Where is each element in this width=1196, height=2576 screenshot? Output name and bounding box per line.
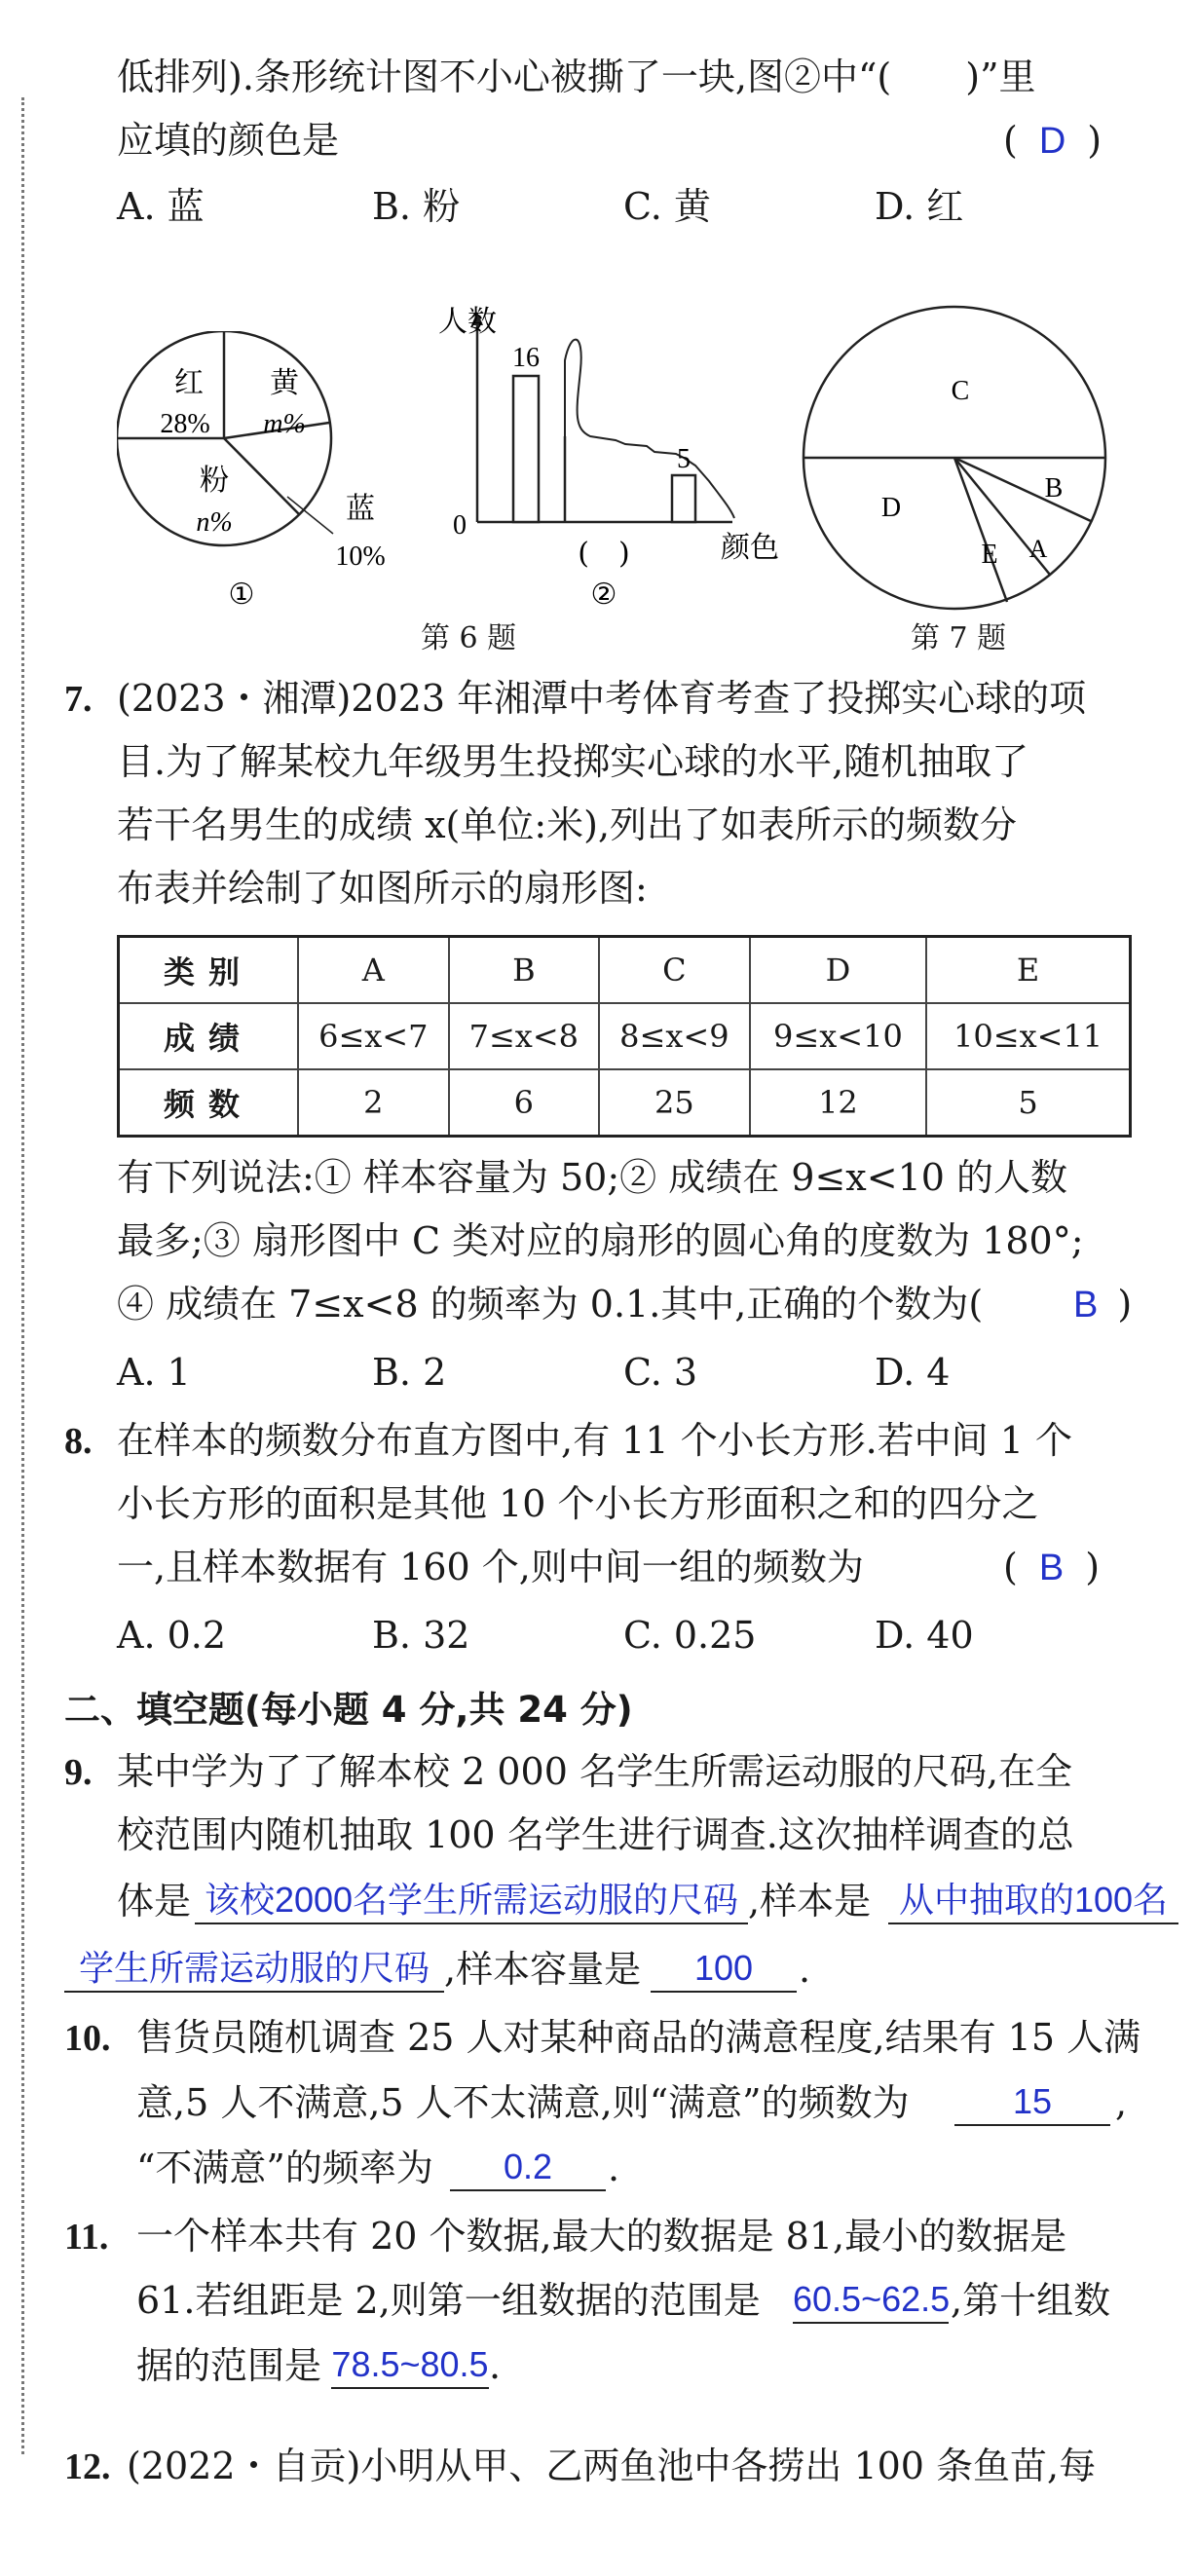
margin-dotted-line [21,97,24,2454]
q7-option-c: C. 3 [623,1351,698,1394]
torn-edge [565,340,734,522]
q10-comma: , [1115,2081,1128,2124]
q10-end: . [608,2147,620,2189]
q8-answer: B [1038,1548,1065,1588]
q6-answer: D [1038,121,1066,162]
q8-line1: 在样本的频数分布直方图中,有 11 个小长方形.若中间 1 个 [117,1419,1073,1462]
bar-1 [513,376,539,522]
q7-answer: B [1073,1285,1099,1325]
pie-blue-name: 蓝 [346,492,375,526]
q7-line1: (2023・湘潭)2023 年湘潭中考体育考查了投掷实心球的项 [117,677,1087,720]
q10-line3: “不满意”的频率为 [136,2147,433,2189]
bar-x-label: 颜色 [721,531,779,565]
q7-sector-e: E [981,540,998,570]
pie-pink-name: 粉 [200,464,229,498]
q7-option-a: A. 1 [117,1351,191,1394]
q7-answer-paren: B ) [1073,1283,1133,1325]
q7-after-line3: ④ 成绩在 7≤x<8 的频率为 0.1.其中,正确的个数为( [117,1283,984,1325]
pie-red-name: 红 [174,366,204,400]
bar-figure-label: ② [590,578,617,612]
q7-number: 7. [64,679,93,720]
q7-option-d: D. 4 [875,1351,951,1394]
table-cell: 成绩 [119,1003,299,1069]
bar-1-value: 16 [512,343,540,373]
table-row-score [119,1003,1131,1069]
pie-divider-bottom [224,438,299,514]
pie-blue-pct: 10% [335,541,386,572]
q7-sector-d: D [880,493,902,523]
q7-after-line2: 最多;③ 扇形图中 C 类对应的扇形的圆心角的度数为 180°; [117,1219,1084,1262]
table-cell: A [298,937,449,1004]
q10-line1: 售货员随机调查 25 人对某种商品的满意程度,结果有 15 人满 [136,2016,1141,2059]
q7-sector-a: A [1028,535,1048,563]
q6-line1: 低排列).条形统计图不小心被撕了一块,图②中“( )”里 [117,56,1036,98]
q6-option-c: C. 黄 [623,185,711,228]
q11-blank-1: 60.5~62.5 [793,2277,949,2324]
q12-number: 12. [64,2446,111,2487]
q8-option-a: A. 0.2 [117,1614,227,1657]
table-cell: 10≤x<11 [926,1003,1130,1069]
q10-line2: 意,5 人不满意,5 人不太满意,则“满意”的频数为 [136,2081,910,2124]
pie-figure-label: ① [228,578,255,612]
q6-answer-paren: ( D ) [1003,119,1103,162]
q7-sector-c: C [951,376,970,406]
q9-blank-1: 该校2000名学生所需运动服的尺码 [195,1878,748,1924]
pie-pink-pct: n% [196,507,233,538]
q7-line3: 若干名男生的成绩 x(单位:米),列出了如表所示的频数分 [117,803,1018,846]
q6-caption: 第 6 题 [421,621,517,655]
table-cell: 25 [599,1069,750,1137]
table-cell: D [750,937,927,1004]
q9-end: . [799,1948,811,1991]
q8-line3: 一,且样本数据有 160 个,则中间一组的频数为 [117,1546,864,1588]
q7-line2: 目.为了解某校九年级男生投掷实心球的水平,随机抽取了 [117,740,1029,783]
q9-number: 9. [64,1752,93,1793]
q6-option-a: A. 蓝 [117,185,205,228]
q9-blank-2b: 学生所需运动服的尺码 [64,1946,444,1993]
q6-pie-chart [117,331,409,623]
q6-option-b: B. 粉 [372,185,461,228]
bar-3-value: 5 [677,444,691,474]
table-cell: 12 [750,1069,927,1137]
table-cell: 7≤x<8 [449,1003,600,1069]
q11-mid: ,第十组数 [951,2279,1111,2322]
q7-sector-b: B [1044,473,1064,504]
q8-option-b: B. 32 [372,1614,470,1657]
q8-number: 8. [64,1421,93,1462]
q9-body-prefix: 体是 [117,1880,192,1923]
q7-pie-chart [799,302,1110,614]
table-row-category [119,937,1131,1004]
q7-frequency-table [117,935,1132,1138]
table-cell: 8≤x<9 [599,1003,750,1069]
table-cell: 2 [298,1069,449,1137]
q11-line1: 一个样本共有 20 个数据,最大的数据是 81,最小的数据是 [136,2215,1067,2258]
pie-yellow-pct: m% [263,409,306,439]
q9-line2: 校范围内随机抽取 100 名学生进行调查.这次抽样调查的总 [117,1813,1074,1856]
q11-line3: 据的范围是 [136,2344,322,2387]
pie-yellow-name: 黄 [270,366,299,400]
q10-blank-2: 0.2 [450,2145,606,2191]
q9-line1: 某中学为了了解本校 2 000 名学生所需运动服的尺码,在全 [117,1750,1073,1793]
bar-origin: 0 [453,510,467,541]
table-cell: 频数 [119,1069,299,1137]
q8-option-c: C. 0.25 [623,1614,757,1657]
table-cell: 9≤x<10 [750,1003,927,1069]
q9-size-prefix: ,样本容量是 [444,1948,642,1991]
table-cell: 6≤x<7 [298,1003,449,1069]
q11-blank-2: 78.5~80.5 [331,2342,489,2389]
table-cell: C [599,937,750,1004]
q9-sample-prefix: ,样本是 [748,1880,872,1923]
bar-missing-color: ( ) [578,537,630,571]
q10-number: 10. [64,2018,111,2059]
q9-blank-3: 100 [651,1946,797,1993]
q6-bar-chart [399,292,808,623]
section-title: 二、填空题(每小题 4 分,共 24 分) [64,1689,633,1731]
table-cell: B [449,937,600,1004]
q11-number: 11. [64,2217,109,2258]
bar-y-label: 人数 [438,305,497,339]
q7-caption: 第 7 题 [911,621,1007,655]
table-cell: E [926,937,1130,1004]
q6-option-d: D. 红 [875,185,964,228]
table-cell: 类别 [119,937,299,1004]
table-row-frequency [119,1069,1131,1137]
q12-line1: (2022・自贡)小明从甲、乙两鱼池中各捞出 100 条鱼苗,每 [127,2445,1097,2487]
pie-red-pct: 28% [160,409,210,439]
q7-after-line1: 有下列说法:① 样本容量为 50;② 成绩在 9≤x<10 的人数 [117,1156,1067,1199]
bar-3 [672,475,695,522]
table-cell: 6 [449,1069,600,1137]
q8-answer-paren: ( B ) [1003,1546,1101,1588]
q11-line2: 61.若组距是 2,则第一组数据的范围是 [136,2279,761,2322]
table-cell: 5 [926,1069,1130,1137]
q8-option-d: D. 40 [875,1614,974,1657]
q11-end: . [489,2344,502,2387]
q8-line2: 小长方形的面积是其他 10 个小长方形面积之和的四分之 [117,1482,1039,1525]
q10-blank-1: 15 [954,2079,1110,2126]
q7-option-b: B. 2 [372,1351,447,1394]
q7-line4: 布表并绘制了如图所示的扇形图: [117,867,648,910]
q6-line2: 应填的颜色是 [117,119,340,162]
q9-blank-2a: 从中抽取的100名 [888,1878,1178,1924]
